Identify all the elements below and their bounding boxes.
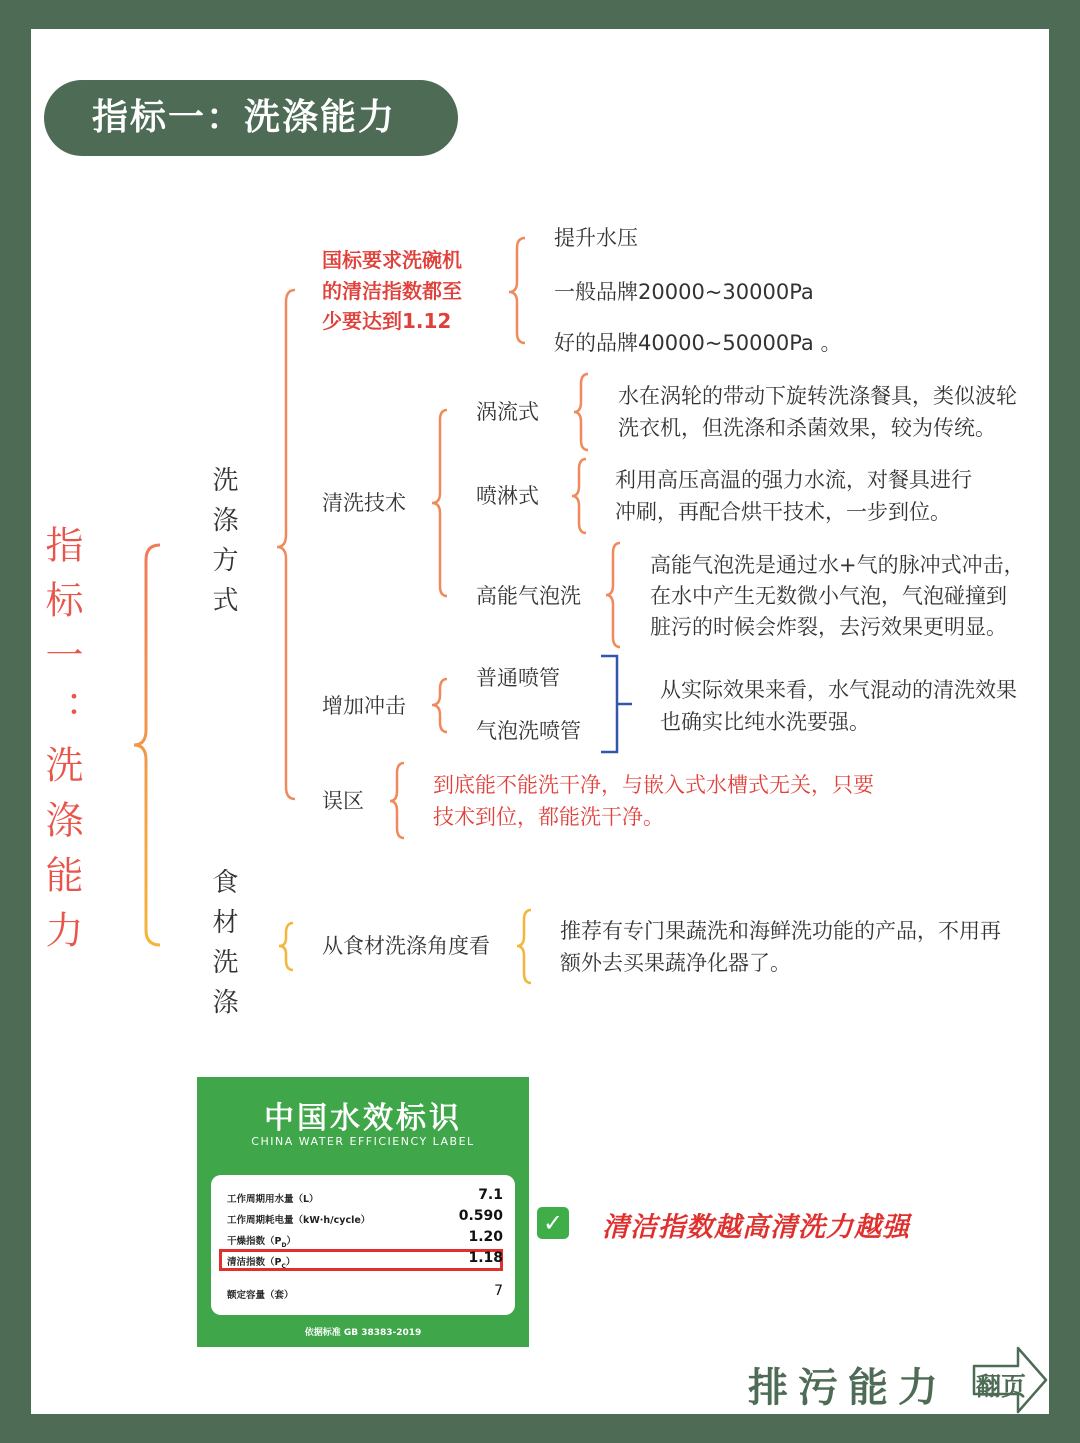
standard-note-line-1: 国标要求洗碗机 bbox=[322, 248, 462, 272]
impact-conclusion-line: 从实际效果来看，水气混动的清洗效果 bbox=[660, 678, 1017, 702]
label-row-name: 工作周期用水量（L） bbox=[227, 1194, 319, 1205]
misconception-brace bbox=[390, 763, 404, 838]
label-row bbox=[227, 1187, 503, 1205]
method-desc-line: 在水中产生无数微小气泡，气泡碰撞到 bbox=[650, 584, 1007, 608]
food-text-line: 额外去买果蔬净化器了。 bbox=[560, 951, 791, 975]
washing-method-brace bbox=[277, 290, 295, 799]
label-row-value: 1.18 bbox=[468, 1250, 503, 1266]
method-name-spray: 喷淋式 bbox=[476, 484, 539, 508]
cleaning-tech-label: 清洗技术 bbox=[322, 491, 406, 515]
vortex-brace bbox=[574, 374, 588, 450]
label-data-panel bbox=[211, 1175, 515, 1315]
impact-conclusion-line: 也确实比纯水洗要强。 bbox=[660, 710, 870, 734]
water-efficiency-label bbox=[197, 1077, 529, 1347]
misconception-label: 误区 bbox=[322, 789, 364, 813]
label-row-subscript: D bbox=[281, 1241, 287, 1249]
standard-item: 提升水压 bbox=[554, 226, 638, 250]
label-row-value: 7 bbox=[494, 1283, 503, 1299]
impact-label: 增加冲击 bbox=[322, 694, 406, 718]
label-row-name: 干燥指数（P bbox=[227, 1236, 282, 1247]
method-desc-line: 高能气泡洗是通过水+气的脉冲式冲击， bbox=[650, 553, 1025, 577]
next-page-button[interactable] bbox=[972, 1346, 1048, 1414]
impact-result-bracket bbox=[601, 656, 632, 752]
label-row-value: 1.20 bbox=[468, 1229, 503, 1245]
method-name-bubble: 高能气泡洗 bbox=[476, 584, 581, 608]
next-topic-title: 排污能力 bbox=[748, 1365, 948, 1411]
next-page-label: 翻页 bbox=[976, 1372, 1027, 1401]
page-title: 指标一：洗涤能力 bbox=[44, 80, 458, 156]
category-washing-method: 洗涤方式 bbox=[208, 466, 238, 626]
standard-brace bbox=[509, 238, 525, 343]
standard-note-line-2: 的清洁指数都至 bbox=[322, 279, 462, 303]
method-desc-line: 冲刷，再配合烘干技术，一步到位。 bbox=[615, 500, 951, 524]
category-food-washing: 食材洗涤 bbox=[208, 868, 238, 1028]
method-desc-line: 洗衣机，但洗涤和杀菌效果，较为传统。 bbox=[618, 416, 996, 440]
label-title: 中国水效标识 bbox=[264, 1101, 462, 1136]
impact-option: 气泡洗喷管 bbox=[476, 719, 581, 743]
label-row-name: 额定容量（套） bbox=[227, 1290, 294, 1301]
check-icon: ✓ bbox=[537, 1207, 569, 1239]
food-text-line: 推荐有专门果蔬洗和海鲜洗功能的产品，不用再 bbox=[560, 919, 1001, 943]
bubble-brace bbox=[606, 543, 620, 647]
misconception-text-line: 技术到位，都能洗干净。 bbox=[433, 805, 664, 829]
food-label: 从食材洗涤角度看 bbox=[322, 934, 490, 958]
label-row-paren: ） bbox=[286, 1236, 296, 1247]
cleaning-tech-brace bbox=[432, 410, 447, 596]
method-desc-line: 利用高压高温的强力水流，对餐具进行 bbox=[615, 468, 972, 492]
root-label: 指标一：洗涤能力 bbox=[39, 525, 83, 965]
spray-brace bbox=[572, 459, 586, 533]
impact-option: 普通喷管 bbox=[476, 666, 560, 690]
impact-brace bbox=[432, 679, 447, 732]
label-row bbox=[227, 1208, 503, 1226]
method-name-vortex: 涡流式 bbox=[476, 400, 539, 424]
label-row-name: 清洁指数（P bbox=[227, 1257, 282, 1268]
misconception-text-line: 到底能不能洗干净，与嵌入式水槽式无关，只要 bbox=[433, 773, 874, 797]
label-row bbox=[227, 1283, 503, 1301]
method-desc-line: 脏污的时候会炸裂，去污效果更明显。 bbox=[650, 615, 1007, 639]
label-footer: 依据标准 GB 38383-2019 bbox=[304, 1328, 422, 1338]
label-row-value: 0.590 bbox=[458, 1208, 503, 1224]
label-subtitle: CHINA WATER EFFICIENCY LABEL bbox=[251, 1135, 475, 1148]
standard-item: 一般品牌20000~30000Pa bbox=[554, 280, 814, 304]
label-row bbox=[227, 1229, 503, 1249]
label-row-subscript: C bbox=[281, 1262, 286, 1270]
label-row-name: 工作周期耗电量（kW·h/cycle） bbox=[227, 1215, 371, 1226]
slogan-text: 清洁指数越高清洗力越强 bbox=[602, 1212, 910, 1243]
food-brace bbox=[279, 923, 293, 970]
label-row-cleaning-index bbox=[227, 1250, 503, 1270]
root-brace bbox=[134, 545, 160, 945]
label-row-value: 7.1 bbox=[478, 1187, 503, 1203]
standard-note-line-3: 少要达到1.12 bbox=[322, 309, 452, 333]
food-desc-brace bbox=[517, 910, 531, 983]
standard-item: 好的品牌40000~50000Pa 。 bbox=[554, 331, 842, 355]
method-desc-line: 水在涡轮的带动下旋转洗涤餐具，类似波轮 bbox=[618, 384, 1017, 408]
label-row-paren: ） bbox=[285, 1257, 296, 1268]
